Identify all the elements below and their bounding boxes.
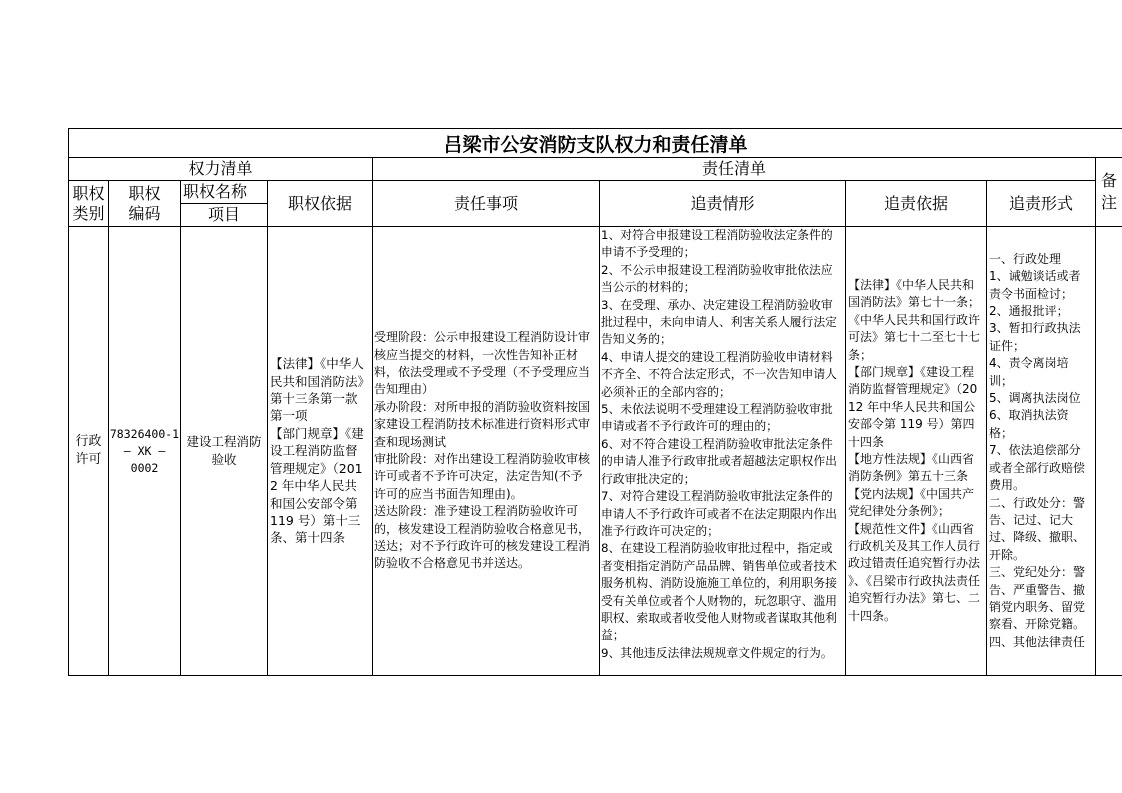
- column-header-situation: 追责情形: [690, 193, 755, 213]
- column-header-accountability-form: 追责形式: [1008, 193, 1073, 213]
- power-list-group-header: 权力清单: [188, 159, 253, 178]
- cell-remark: [1096, 227, 1122, 675]
- cell-situation: 1、对符合申报建设工程消防验收法定条件的申请不予受理的； 2、不公示申报建设工程消防验收审批依法应当公示的材料的； 3、在受理、承办、决定建设工程消防验收审批过程中，未向申请人、利害关系人履行法定告知义务的； 4、申请人提交的建设工程消防验收申请材料不齐全、不符合法定形式，不一次告知申请人必须补正的全部内容的； 5、未依法说明不受理建设工程消防验收审批申请或者不予行政许可的理由的； 6、对不符合建设工程消防验收审批法定条件的申请人准予行政审批或者超越法定职权作出行政审批决定的； 7、对符合建设工程消防验收审批法定条件的申请人不予行政许可或者不在法定期限内作出准予行政许可决定的； 8、在建设工程消防验收审批过程中，指定或者变相指定消防产品品牌、销售单位或者技术服务机构、消防设施施工单位的，利用职务接受有关单位或者个人财物的，玩忽职守、滥用职权、索取或者收受他人财物或者谋取其他利益； 9、其他违反法律法规规章文件规定的行为。: [601, 228, 837, 660]
- column-header-power-name: 职权名称: [183, 182, 248, 201]
- column-header-power-code: 职权 编码: [128, 183, 161, 223]
- cell-duty: 受理阶段：公示申报建设工程消防设计审核应当提交的材料，一次性告知补正材料，依法受理或不予受理（不予受理应当告知理由） 承办阶段：对所申报的消防验收资料按国家建设工程消防技术标准进行资料形式审查和现场测试 审批阶段：对作出建设工程消防验收审核许可或者不予许可决定，法定告知(不予许可的应当书面告知理由)。 送达阶段：准予建设工程消防验收许可的，核发建设工程消防验收合格意见书，送达；对不予行政许可的核发建设工程消防验收不合格意见书并送达。: [374, 330, 591, 571]
- grid-line-bottom: [68, 675, 1122, 676]
- cell-power-code: 78326400-1 — XK — 0002: [109, 426, 180, 475]
- cell-power-type: 行政 许可: [75, 434, 102, 467]
- column-header-basis: 职权依据: [287, 193, 352, 213]
- cell-accountability-form: 一、行政处理 1、诫勉谈话或者责令书面检讨； 2、通报批评； 3、暂扣行政执法证件； 4、责令离岗培训； 5、调离执法岗位 6、取消执法资格； 7、依法追偿部分或者全部行政赔偿费用。 二、行政处分：警告、记过、记大过、降级、撤职、开除。 三、党纪处分：警告、严重警告、撤销党内职务、留党察看、开除党籍。 四、其他法律责任: [989, 251, 1086, 649]
- column-header-duty: 责任事项: [453, 193, 518, 213]
- document-title: 吕梁市公安消防支队权力和责任清单: [443, 133, 748, 156]
- cell-basis: 【法律】《中华人民共和国消防法》第十三条第一款第一项 【部门规章】《建设工程消防监督管理规定》（2012 年中华人民共和国公安部令第 119 号）第十三条、第十四条: [270, 356, 364, 546]
- column-header-remark: 备 注: [1100, 171, 1117, 212]
- responsibility-list-group-header: 责任清单: [701, 159, 766, 178]
- column-header-accountability-basis: 追责依据: [883, 193, 948, 213]
- column-header-power-type: 职权 类别: [72, 183, 105, 223]
- column-header-item: 项目: [207, 205, 240, 224]
- cell-item: 建设工程消防 验收: [186, 434, 262, 467]
- cell-accountability-basis: 【法律】《中华人民共和国消防法》第七十一条；《中华人民共和国行政许可法》第七十二至七十七条； 【部门规章】《建设工程消防监督管理规定》（2012 年中华人民共和国公安部令第 119 号）第四十四条 【地方性法规】《山西省消防条例》第五十三条 【党内法规】《中国共产党纪律处分条例》； 【规范性文件】《山西省行政机关及其工作人员行政过错责任追究暂行办法 》、《吕梁市行政执法责任追究暂行办法》第七、二十四条。: [848, 277, 981, 623]
